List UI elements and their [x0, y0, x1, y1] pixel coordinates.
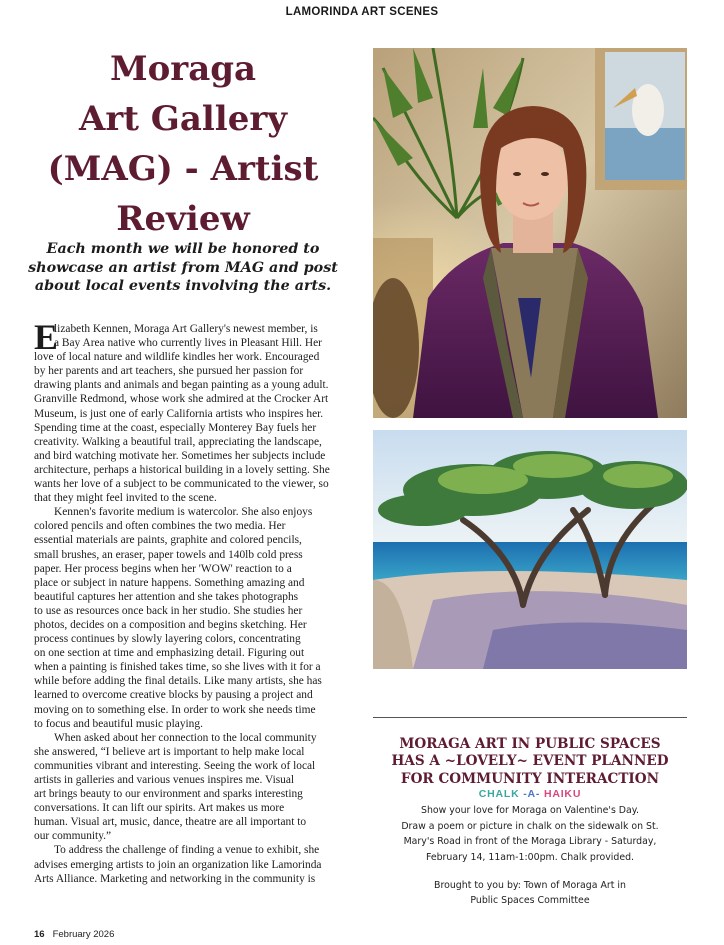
article-line: a Bay Area native who currently lives in Pleasant Hill. Her — [54, 337, 322, 350]
headline-line: MORAGA ART IN PUBLIC SPACES — [399, 736, 661, 752]
article-line: Museum, is just one of early California artists who inspires her. — [34, 407, 324, 420]
headline-line: HAS A ~LOVELY~ EVENT PLANNED — [391, 753, 669, 770]
artist-portrait-photo — [373, 48, 687, 418]
page-number: 16 — [34, 929, 45, 940]
article-body — [34, 317, 354, 886]
body-line: February 14, 11am-1:00pm. Chalk provided. — [425, 852, 635, 864]
article-line: beautiful captures her attention and she takes photographs — [34, 590, 299, 603]
article-line: To address the challenge of finding a venue to exhibit, she — [54, 844, 320, 857]
article-line: by her parents and art teachers, she pursued her passion for — [34, 365, 304, 378]
credit-line: Brought to you by: Town of Moraga Art in — [434, 880, 626, 891]
article-line: on one section at time and emphasizing detail. Figuring out — [34, 647, 305, 660]
article-line: Kennen's favorite medium is watercolor. She also enjoys — [54, 506, 313, 519]
article-line: to focus and beautiful music playing. — [34, 717, 203, 730]
article-line: essential materials are paints, graphite and colored pencils, — [34, 534, 302, 547]
article-line: when a painting is finished takes time, so she lives with it for a — [34, 661, 321, 674]
article-line: while before adding the final details. Like many artists, she has — [34, 675, 322, 688]
headline-line: FOR COMMUNITY INTERACTION — [400, 770, 660, 787]
article-title — [20, 44, 346, 244]
article-line: and bird watching motivate her. Sometimes her subjects include — [34, 449, 326, 462]
section-header: LAMORINDA ART SCENES — [285, 6, 439, 18]
title-line: Art Gallery — [78, 99, 288, 139]
body-line: Draw a poem or picture in chalk on the sidewalk on St. — [401, 820, 659, 832]
issue-date: February 2026 — [52, 929, 115, 940]
article-line: advises emerging artists to join an organization like Lamorinda — [34, 858, 322, 871]
page-footer — [34, 929, 114, 940]
drop-cap: E — [34, 317, 59, 357]
article-line: Spending time at the coast, especially Monterey Bay fuels her — [34, 421, 317, 434]
public-spaces-credit — [373, 878, 687, 908]
cypress-watercolor-painting — [373, 430, 687, 669]
article-line: drawing plants and animals and began painting as a young adult. — [34, 379, 329, 392]
article-line: paper. Her process begins when her 'WOW' reaction to a — [34, 562, 292, 575]
article-line: human. Visual art, music, dance, theatre are all important to — [34, 816, 307, 829]
article-line: small brushes, an eraser, paper towels and 140lb cold press — [34, 548, 303, 561]
article-line: that they might feel invited to the scene. — [34, 492, 217, 505]
haiku-word: HAIKU — [543, 788, 582, 800]
title-line: Moraga — [109, 49, 257, 89]
article-line: art brings beauty to our environment and sparks interesting — [34, 788, 303, 801]
article-line: artists in galleries and various venues inspires me. Visual — [34, 774, 295, 786]
article-subtitle — [22, 240, 344, 296]
chalk-dash: -A- — [523, 788, 541, 800]
article-line: wants her love of a subject to be communicated to the viewer, so — [34, 478, 329, 491]
article-line: Arts Alliance. Marketing and networking in the community is — [34, 872, 316, 885]
chalk-a-haiku-label — [373, 788, 687, 800]
article-line: Granville Redmond, whose work she admired at the Crocker Art — [34, 393, 329, 406]
title-line: (MAG) - Artist — [47, 149, 319, 189]
chalk-word: CHALK — [478, 788, 520, 800]
sidebar-divider — [373, 717, 687, 718]
article-line: communities vibrant and interesting. Seeing the work of local — [34, 759, 316, 772]
credit-line: Public Spaces Committee — [470, 895, 590, 907]
article-line: When asked about her connection to the local community — [54, 731, 317, 744]
article-line: lizabeth Kennen, Moraga Art Gallery's newest member, is — [54, 323, 318, 335]
article-line: creativity. Walking a beautiful trail, appreciating the landscape, — [34, 435, 322, 448]
article-line: to use as resources once back in her studio. She studies her — [34, 604, 303, 617]
subtitle-line: about local events involving the arts. — [34, 278, 332, 294]
public-spaces-body — [373, 803, 687, 866]
article-line: architecture, perhaps a historical building in a lovely setting. She — [34, 463, 330, 476]
subtitle-line: showcase an artist from MAG and post — [28, 259, 338, 276]
body-line: Mary's Road in front of the Moraga Library - Saturday, — [403, 836, 657, 848]
article-line: our community.” — [34, 830, 112, 843]
article-line: conversations. It can lift our spirits. Art makes us more — [34, 802, 285, 815]
article-line: photos, decides on a composition and begins sketching. Her — [34, 618, 307, 631]
body-line: Show your love for Moraga on Valentine's Day. — [421, 805, 639, 816]
article-line: learned to overcome creative blocks by pausing a project and — [34, 689, 313, 702]
article-line: she answered, “I believe art is important to help make local — [34, 745, 305, 758]
article-line: love of local nature and wildlife kindles her work. Encouraged — [34, 351, 320, 364]
article-line: process continues by slowly layering colors, concentrating — [34, 633, 301, 646]
title-line: Review — [116, 199, 250, 239]
public-spaces-headline — [373, 736, 687, 788]
article-line: colored pencils and often combines the two media. Her — [34, 520, 286, 533]
article-line: moving on to something else. In order to work she needs time — [34, 703, 316, 716]
subtitle-line: Each month we will be honored to — [46, 241, 320, 257]
article-line: place or subject in nature happens. Something amazing and — [34, 576, 305, 589]
